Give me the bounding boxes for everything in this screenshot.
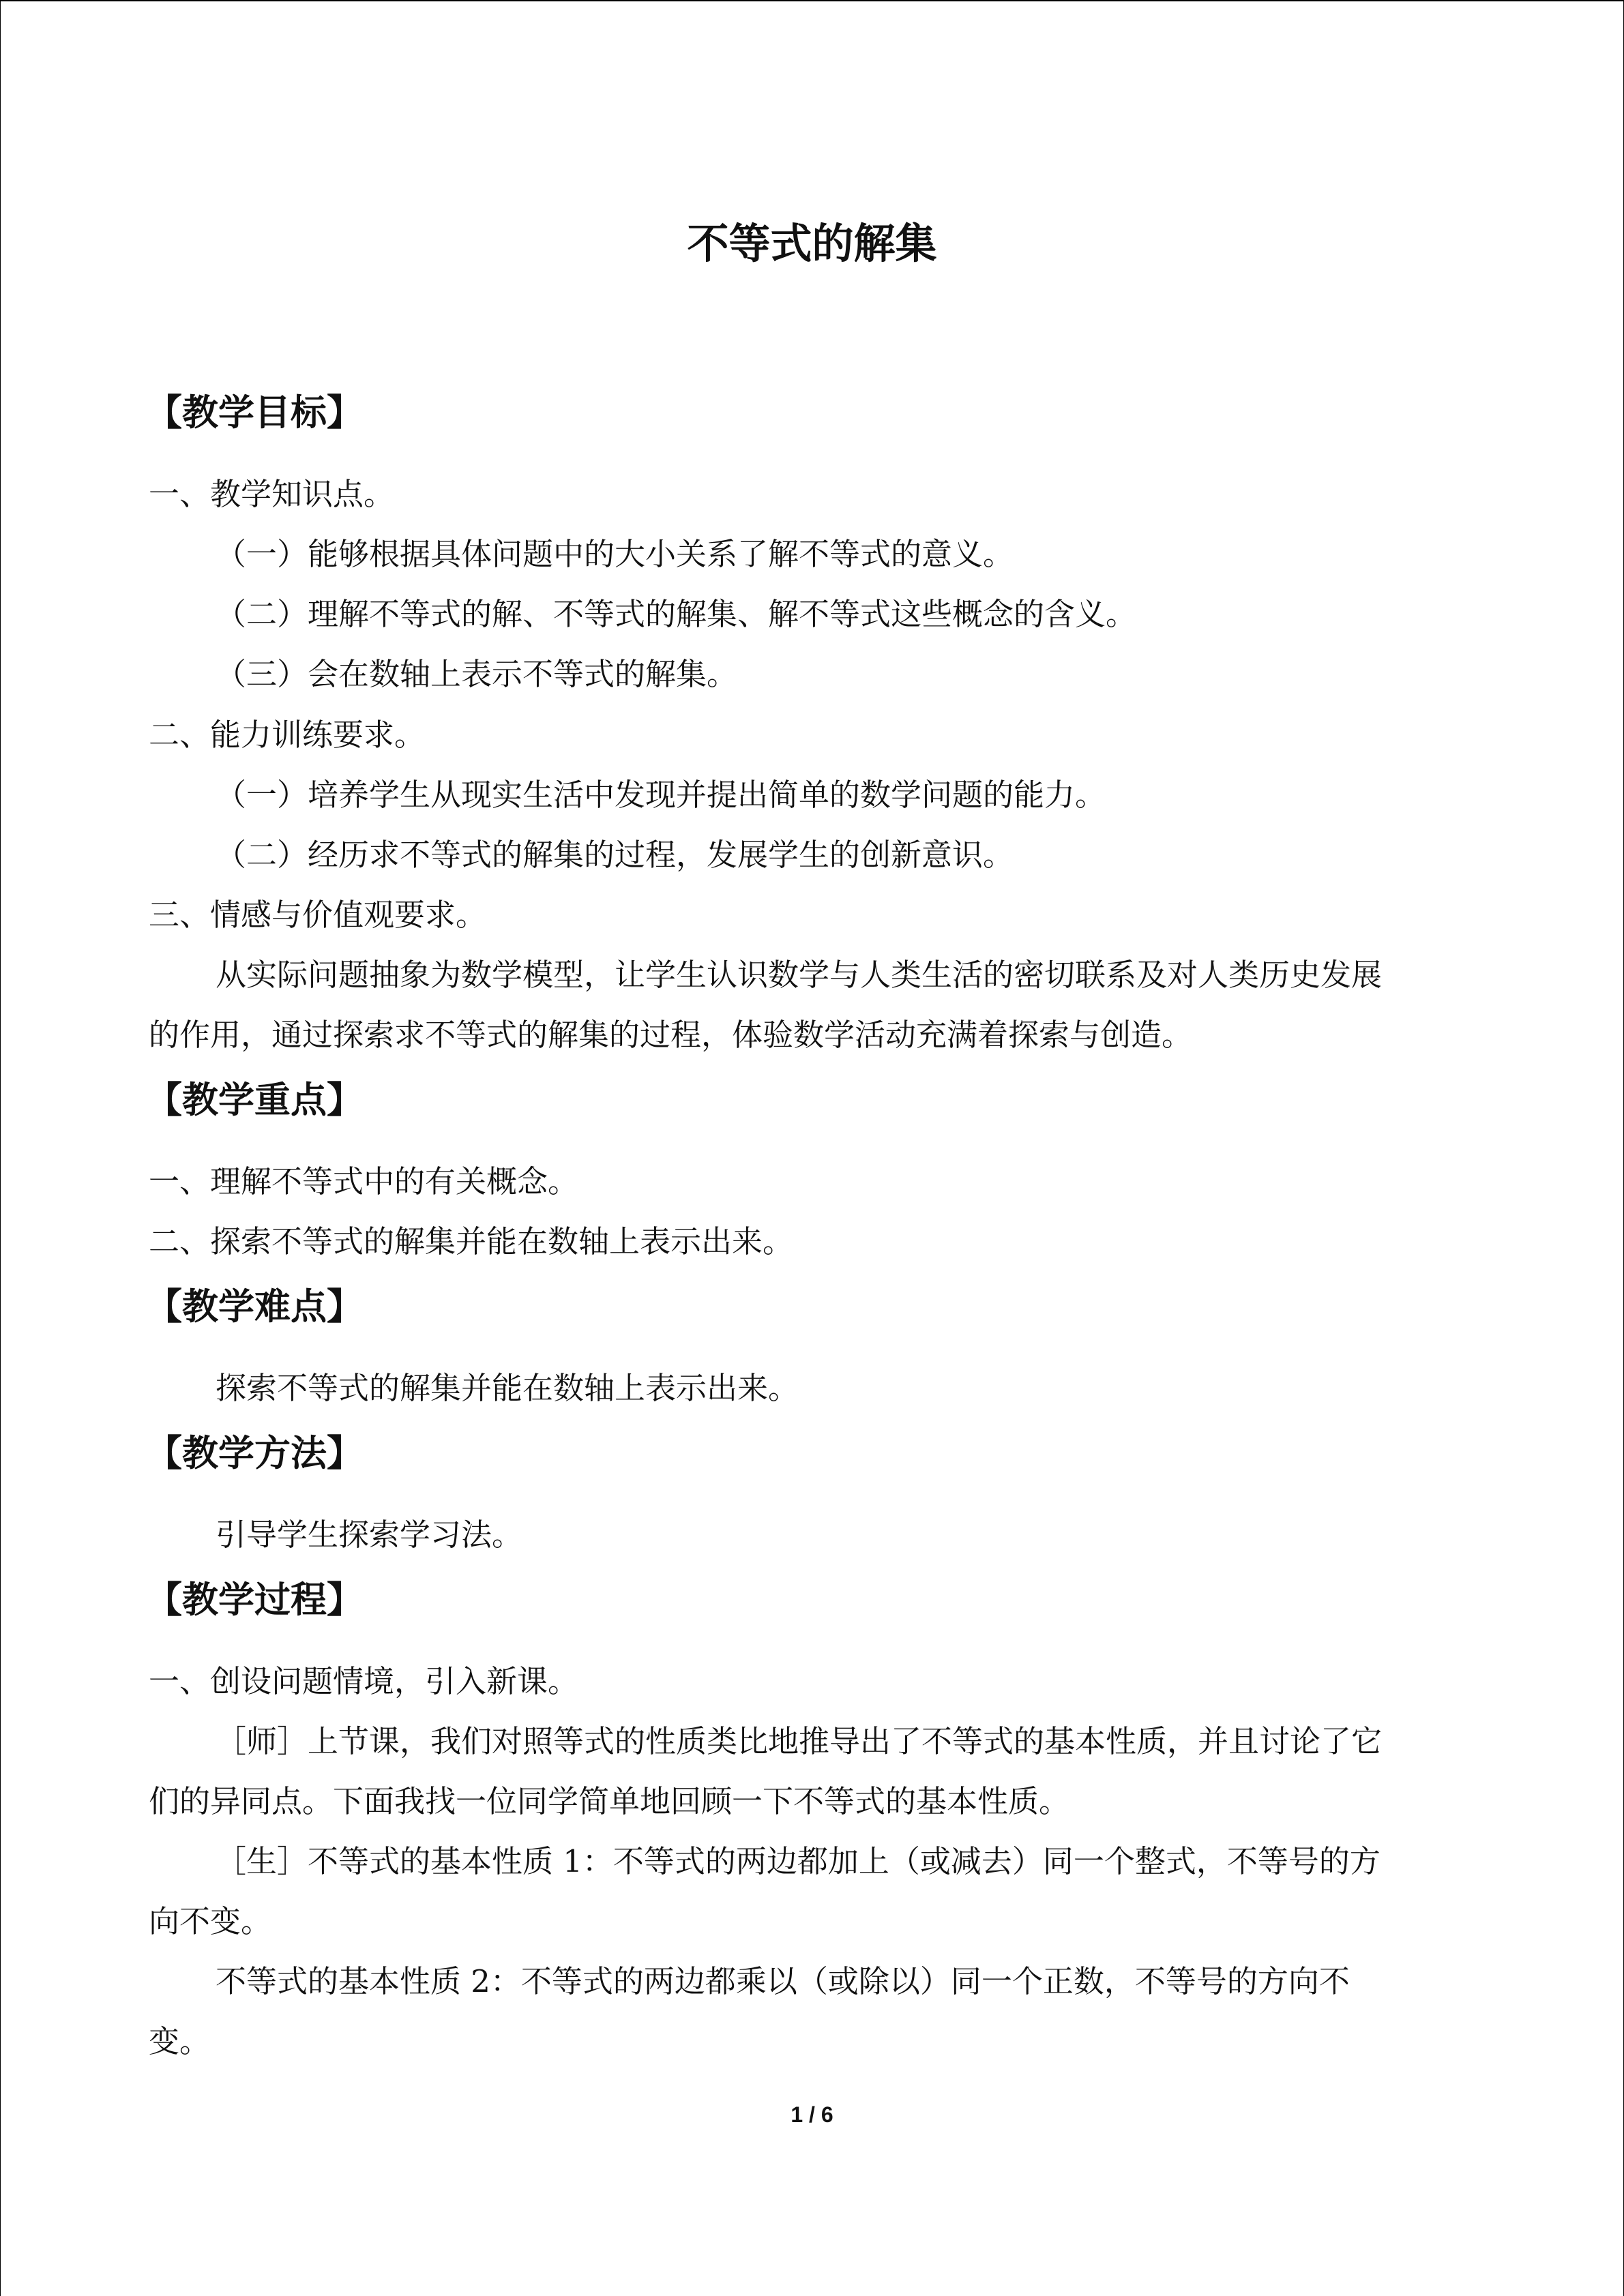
objective-paragraph-line-2: 的作用，通过探索求不等式的解集的过程，体验数学活动充满着探索与创造。: [149, 1017, 1193, 1053]
key-point-item-1: 一、理解不等式中的有关概念。: [149, 1163, 579, 1199]
page-number: 1 / 6: [791, 2102, 833, 2127]
student-line-1: ［生］不等式的基本性质 1：不等式的两边都加上（或减去）同一个整式，不等号的方: [216, 1843, 1381, 1879]
key-point-item-2: 二、探索不等式的解集并能在数轴上表示出来。: [149, 1223, 794, 1259]
objective-item-1c: （三）会在数轴上表示不等式的解集。: [216, 656, 738, 692]
process-item-1: 一、创设问题情境，引入新课。: [149, 1663, 579, 1699]
objective-paragraph-line-1: 从实际问题抽象为数学模型，让学生认识数学与人类生活的密切联系及对人类历史发展: [216, 957, 1383, 993]
section-heading-methods: 【教学方法】: [146, 1432, 363, 1474]
objective-item-1b: （二）理解不等式的解、不等式的解集、解不等式这些概念的含义。: [216, 596, 1137, 632]
section-heading-objectives: 【教学目标】: [146, 391, 363, 434]
property-2-line-2: 变。: [149, 2023, 211, 2059]
objective-item-2: 二、能力训练要求。: [149, 717, 426, 753]
teacher-line-1: ［师］上节课，我们对照等式的性质类比地推导出了不等式的基本性质，并且讨论了它: [216, 1723, 1383, 1759]
section-heading-difficulties: 【教学难点】: [146, 1285, 363, 1328]
student-line-2: 向不变。: [149, 1903, 272, 1939]
section-heading-key-points: 【教学重点】: [146, 1079, 363, 1121]
method-text: 引导学生探索学习法。: [216, 1517, 523, 1553]
property-2-line-1: 不等式的基本性质 2：不等式的两边都乘以（或除以）同一个正数，不等号的方向不: [216, 1963, 1350, 1999]
page-title: 不等式的解集: [687, 220, 937, 268]
objective-item-3: 三、情感与价值观要求。: [149, 897, 487, 933]
objective-item-1a: （一）能够根据具体问题中的大小关系了解不等式的意义。: [216, 536, 1014, 572]
objective-item-2a: （一）培养学生从现实生活中发现并提出简单的数学问题的能力。: [216, 777, 1106, 813]
objective-item-2b: （二）经历求不等式的解集的过程，发展学生的创新意识。: [216, 837, 1014, 873]
difficulty-text: 探索不等式的解集并能在数轴上表示出来。: [216, 1370, 799, 1406]
objective-item-1: 一、教学知识点。: [149, 476, 395, 512]
section-heading-process: 【教学过程】: [146, 1579, 363, 1621]
teacher-line-2: 们的异同点。下面我找一位同学简单地回顾一下不等式的基本性质。: [149, 1783, 1070, 1819]
